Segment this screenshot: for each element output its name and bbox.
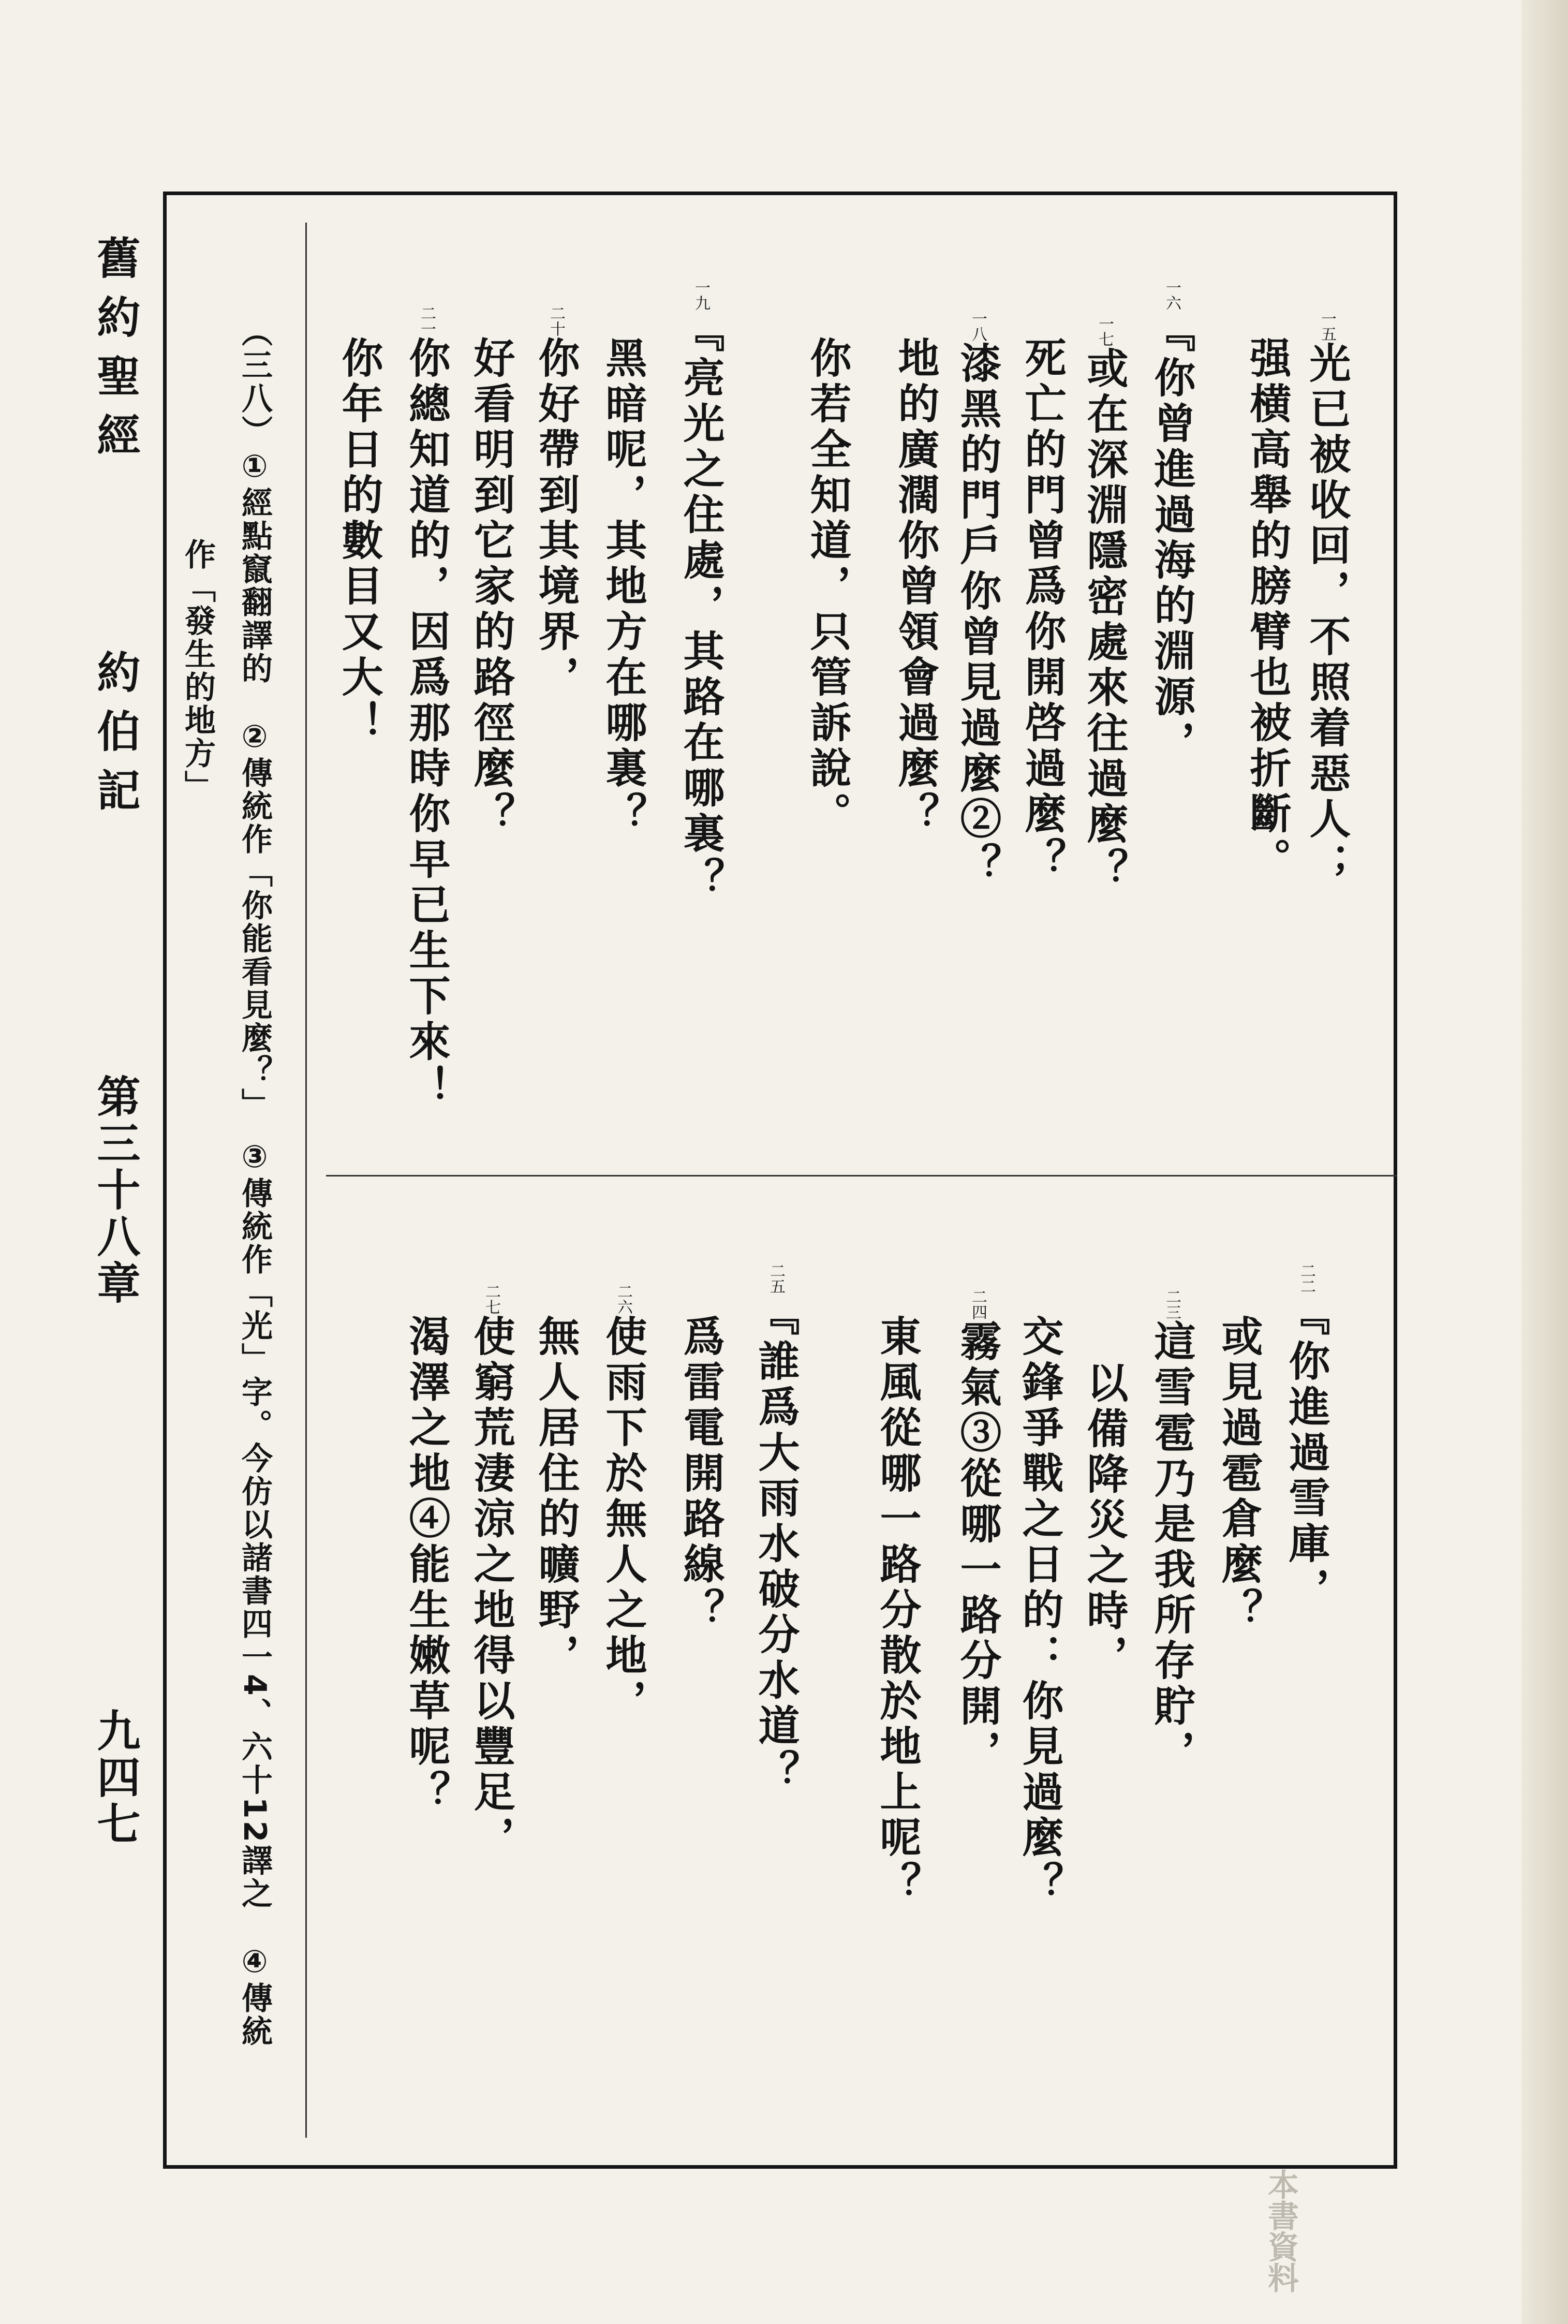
verse-line: 二二『你進過雪庫， [1282,1263,1330,1613]
page-edge [1521,0,1568,2324]
verse-line: 好看明到它家的路徑麼？ [467,336,515,837]
verse-line: 或見過雹倉麼？ [1215,1315,1263,1634]
verse-line: 强横高舉的膀臂也被折斷。 [1243,336,1292,883]
verse-line: 無人居住的曠野， [531,1315,580,1679]
verse-line: 你年日的數目又大！ [335,336,383,746]
chapter-title: 第三十八章 [90,1074,141,1307]
book-title: 舊約聖經 [90,236,141,472]
verse-line: 你若全知道，只管訴說。 [803,336,852,837]
verse-line: 渴澤之地④能生嫩草呢？ [402,1315,451,1816]
section-title: 約伯記 [90,650,141,827]
verse-line: 二五『誰爲大雨水破分水道？ [751,1263,800,1795]
verse-line: 一八漆黑的門戶你曾見過麼②？ [953,311,1002,888]
verse-line: 爲雷電開路線？ [676,1315,725,1634]
verse-line: 二一你總知道的，因爲那時你早已生下來！ [402,305,451,1111]
verse-line: 一七或在深淵隱密處來往過麼？ [1080,316,1129,893]
verse-line: 死亡的門曾爲你開啓過麼？ [1018,336,1067,883]
footnote-divider [305,223,307,2138]
verse-line: 二十你好帶到其境界， [531,305,580,701]
verse-line: 二三這雪雹乃是我所存貯， [1147,1289,1196,1775]
stamp-mark: 本書資料 [1263,2169,1299,2293]
verse-line: 二六使雨下於無人之地， [599,1284,647,1725]
verse-line: 一六『你曾進過海的淵源， [1147,280,1196,766]
verse-line: 以備降災之時， [1080,1361,1129,1680]
verse-line: 東風從哪一路分散於地上呢？ [873,1315,922,1907]
footnote-line: 作「發生的地方」 [180,538,216,803]
page-number: 九四七 [90,1708,141,1848]
verse-line: 地的廣濶你曾領會過麼？ [891,336,940,837]
verse-line: 二七使窮荒淒涼之地得以豐足， [467,1284,515,1861]
verse-line: 交鋒爭戰之日的：你見過麼？ [1015,1315,1064,1907]
verse-line: 一九『亮光之住處，其路在哪裏？ [676,280,725,903]
verse-line: 一五光已被收回，不照着惡人； [1303,311,1351,888]
verse-line: 二四霧氣③從哪一路分開， [953,1289,1002,1775]
block-divider [326,1175,1397,1176]
verse-line: 黑暗呢，其地方在哪裏？ [599,336,647,837]
footnote-line: （三八）①經點竄翻譯的 ②傳統作「你能看見麼？」 ③傳統作「光」字。今仿以諸書四一4、六十12譯之 ④傳統 [236,316,273,2049]
